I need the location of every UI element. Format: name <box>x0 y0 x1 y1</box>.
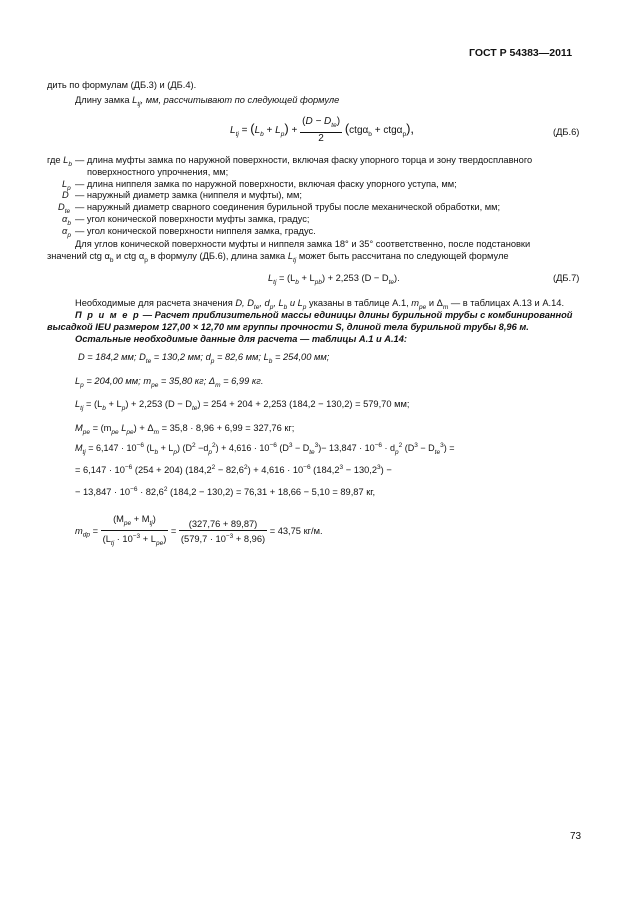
intro-line-2: Длину замка $L_{tj}$, мм, рассчитывают по следующей формуле <box>75 95 340 108</box>
para-needed: Необходимые для расчета значения D, $D_{te}$, $d_p$, $L_b$ и $L_p$ указаны в таблице А.1, $m_{pe}$ и $\Delta_m$ — в таблицах А.13 и А.14. <box>75 298 565 311</box>
final-equation: $m_{dp}$ = $\frac{(M_{pe} + M_{tj})}{(L_{tj} \cdot 10^{-3} + L_{pe})}$ = $\frac{(327,76 + 89,87)}{(579,7 \cdot 10^{-3} + 8,96)}$ = 43,75 кг/м. <box>75 513 323 550</box>
definition-alpha-b-text: — угол конической поверхности муфты замка, градус; <box>75 214 310 224</box>
definition-dte-text: — наружный диаметр сварного соединения бурильной трубы после механической обработки, мм; <box>75 202 501 212</box>
standard-header: ГОСТ Р 54383—2011 <box>469 47 573 59</box>
definition-dte-key: $D_{te}$ <box>58 202 71 215</box>
definition-lb-text-cont: поверхностного упрочнения, мм; <box>87 167 229 177</box>
definition-alpha-p-key: $\alpha_p$ <box>62 226 71 239</box>
definition-lb-text: — длина муфты замка по наружной поверхности, включая фаску упорного торца и зону твердосплавного <box>75 155 533 165</box>
calc-mtj-line-2: = $6,147 \cdot 10^{-6}$ (254 + 204) $(184,2^2 - 82,6^2) + 4,616 \cdot 10^{-6}$ $(184,2^3 - 130,2^3)$ − <box>75 464 392 476</box>
definition-lb: где $L_b$ <box>47 155 72 168</box>
definition-lp-text: — длина ниппеля замка по наружной поверхности, включая фаску упорного уступа, мм; <box>75 179 457 189</box>
calc-mpe: $M_{pe} = (m_{pe}$ $L_{pe}) + \Delta_m = 35,8 \cdot 8,96 + 6,99 = 327,76$ кг; <box>75 423 295 436</box>
fraction-db6: $\frac{(D - D_{te})}{2}$ <box>302 116 341 144</box>
equation-db6: $L_{tj} = (L_b + L_p)$ + $\frac{(D - D_{te})}{2}$ (ctgα$_b$ + ctgα$_p$), <box>230 116 415 144</box>
equation-label-db7: (ДБ.7) <box>553 273 580 283</box>
equation-db7: $L_{tj} = (L_b + L_{pb}) + 2,253$ $(D - D_{te})$. <box>268 273 400 286</box>
page-number: 73 <box>570 831 582 842</box>
example-line-3: Остальные необходимые данные для расчета — таблицы А.1 и А.14: <box>75 334 407 344</box>
equation-label-db6: (ДБ.6) <box>553 127 580 137</box>
calc-ltj: $L_{tj} = (L_b + L_p) + 2,253$ $(D - D_{te}) = 254 + 204 + 2,253$ (184,2 − 130,2) = 579,70 мм; <box>75 399 410 412</box>
definition-lp-key: $L_p$ <box>62 179 71 192</box>
definition-alpha-p-text: — угол конической поверхности ниппеля замка, градус. <box>75 226 316 236</box>
final-fraction-2: $\frac{(327,76 + 89,87)}{(579,7 \cdot 10^{-3} + 8,96)}$ <box>180 518 266 544</box>
calc-mtj-line-3: − $13,847 \cdot 10^{-6} \cdot 82,6^2$ (184,2 − 130,2) = 76,31 + 18,66 − 5,10 = 89,87 кг, <box>75 486 376 498</box>
intro-line-1: дить по формулам (ДБ.3) и (ДБ.4). <box>47 80 197 90</box>
final-fraction-1: $\frac{(M_{pe} + M_{tj})}{(L_{tj} \cdot 10^{-3} + L_{pe})}$ <box>102 514 167 547</box>
definition-d-key: D <box>62 190 69 200</box>
para-angles-line-1: Для углов конической поверхности муфты и ниппеля замка 18° и 35° соответственно, после подстановки <box>75 239 531 249</box>
para-angles-line-2: значений ctg $\alpha_b$ и ctg $\alpha_p$ в формулу (ДБ.6), длина замка $L_{tj}$ может быть рассчитана по следующей формуле <box>47 251 509 264</box>
example-line-1: П р и м е р — Расчет приблизительной массы единицы длины бурильной трубы с комбинированной <box>75 310 573 320</box>
definition-d-text: — наружный диаметр замка (ниппеля и муфты), мм; <box>75 190 302 200</box>
example-line-2: высадкой IEU размером 127,00 × 12,70 мм группы прочности S, длиной тела бурильной трубы 8,96 м. <box>47 322 529 332</box>
values-row-1: D = 184,2 мм; $D_{te} = 130,2$ мм; $d_p = 82,6$ мм; $L_b = 254,00$ мм; <box>78 352 330 365</box>
calc-mtj-line-1: $M_{tj} = 6,147 \cdot 10^{-6}$ $(L_b + L_p)$ $(D^2 -d_p^2) + 4,616 \cdot 10^{-6}$ $(D^3 - D_{te}^3)- 13,847 \cdot 10^{-6} \cdot d_p^2$ $(D^3 - D_{te}^3)$ = <box>75 442 455 456</box>
definition-alpha-b-key: $\alpha_b$ <box>62 214 71 227</box>
values-row-2: $L_p = 204,00$ мм; $m_{pe} = 35,80$ кг; $\Delta_m = 6,99$ кг. <box>75 376 264 389</box>
